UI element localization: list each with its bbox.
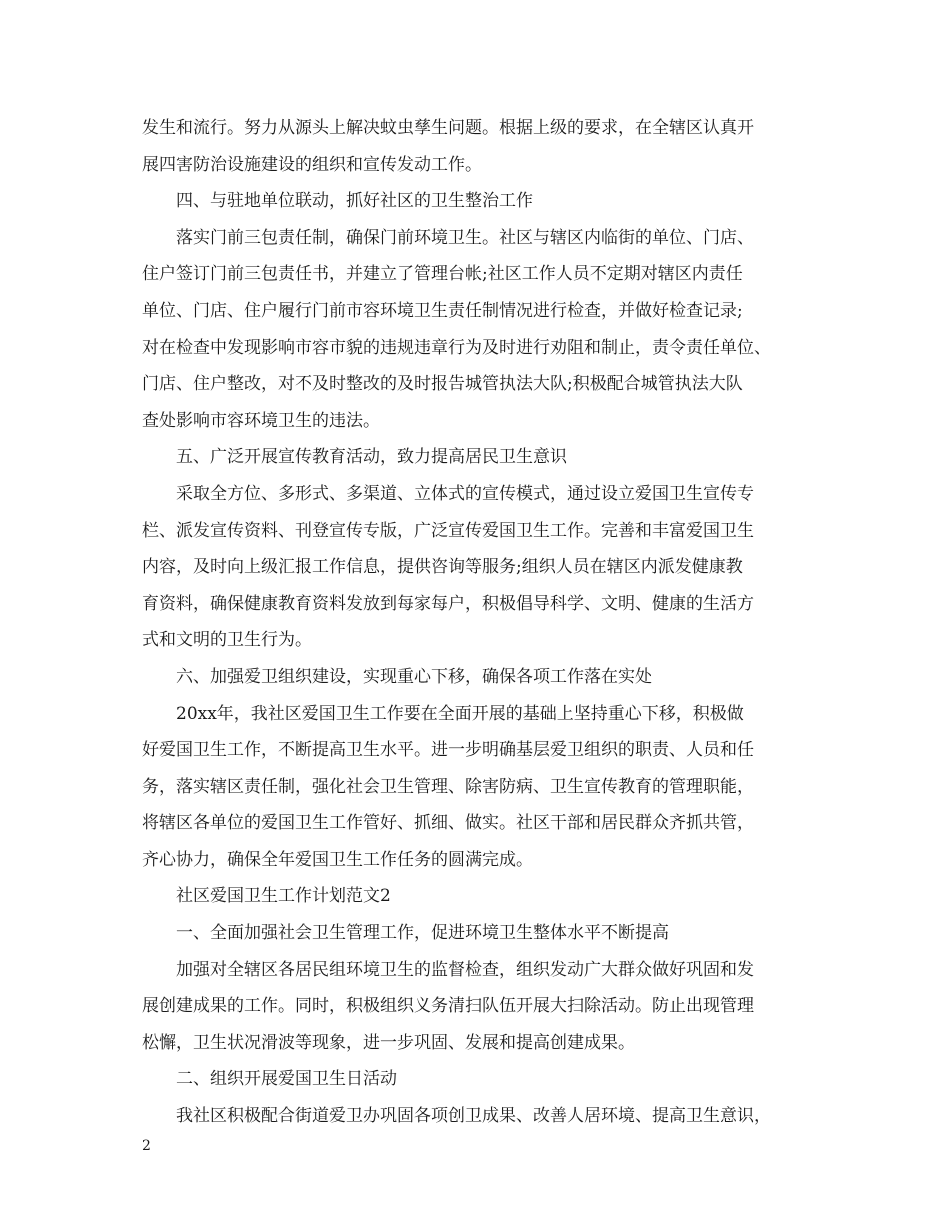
text-line: 好爱国卫生工作，不断提高卫生水平。进一步明确基层爱卫组织的职责、人员和任 <box>142 740 754 761</box>
text-line: 二、组织开展爱国卫生日活动 <box>176 1069 397 1090</box>
text-line: 社区爱国卫生工作计划范文2 <box>176 886 391 907</box>
text-line: 展四害防治设施建设的组织和宣传发动工作。 <box>142 154 482 175</box>
text-line: 加强对全辖区各居民组环境卫生的监督检查，组织发动广大群众做好巩固和发 <box>176 959 754 980</box>
text-line: 住户签订门前三包责任书，并建立了管理台帐;社区工作人员不定期对辖区内责任 <box>142 264 743 285</box>
text-line: 对在检查中发现影响市容市貌的违规违章行为及时进行劝阻和制止，责令责任单位、 <box>142 337 771 358</box>
text-line: 发生和流行。努力从源头上解决蚊虫孳生问题。根据上级的要求，在全辖区认真开 <box>142 118 754 138</box>
text-line: 四、与驻地单位联动，抓好社区的卫生整治工作 <box>176 191 533 212</box>
text-line: 将辖区各单位的爱国卫生工作管好、抓细、做实。社区干部和居民群众齐抓共管， <box>142 813 754 834</box>
text-line: 五、广泛开展宣传教育活动，致力提高居民卫生意识 <box>176 447 567 468</box>
text-line: 内容，及时向上级汇报工作信息，提供咨询等服务;组织人员在辖区内派发健康教 <box>142 557 743 578</box>
text-line: 展创建成果的工作。同时，积极组织义务清扫队伍开展大扫除活动。防止出现管理 <box>142 996 754 1017</box>
text-line: 务，落实辖区责任制，强化社会卫生管理、除害防病、卫生宣传教育的管理职能， <box>142 776 754 797</box>
text-line: 六、加强爱卫组织建设，实现重心下移，确保各项工作落在实处 <box>176 666 652 687</box>
text-line: 采取全方位、多形式、多渠道、立体式的宣传模式，通过设立爱国卫生宣传专 <box>176 483 754 504</box>
text-line: 育资料，确保健康教育资料发放到每家每户，积极倡导科学、文明、健康的生活方 <box>142 593 754 614</box>
text-line: 齐心协力，确保全年爱国卫生工作任务的圆满完成。 <box>142 849 533 870</box>
text-line: 查处影响市容环境卫生的违法。 <box>142 410 380 431</box>
text-line: 式和文明的卫生行为。 <box>142 630 312 651</box>
text-line: 栏、派发宣传资料、刊登宣传专版，广泛宣传爱国卫生工作。完善和丰富爱国卫生 <box>142 520 754 541</box>
text-line: 落实门前三包责任制，确保门前环境卫生。社区与辖区内临街的单位、门店、 <box>176 227 754 248</box>
text-line: 20xx年，我社区爱国卫生工作要在全面开展的基础上坚持重心下移，积极做 <box>176 703 744 724</box>
page-number: 2 <box>142 1138 151 1154</box>
text-line: 门店、住户整改，对不及时整改的及时报告城管执法大队;积极配合城管执法大队 <box>142 374 743 395</box>
document-body <box>142 110 832 1135</box>
text-line: 松懈，卫生状况滑波等现象，进一步巩固、发展和提高创建成果。 <box>142 1032 635 1053</box>
text-line: 一、全面加强社会卫生管理工作，促进环境卫生整体水平不断提高 <box>176 923 669 944</box>
text-line: 我社区积极配合街道爱卫办巩固各项创卫成果、改善人居环境、提高卫生意识， <box>176 1106 771 1127</box>
text-line: 单位、门店、住户履行门前市容环境卫生责任制情况进行检查，并做好检查记录; <box>142 300 743 321</box>
